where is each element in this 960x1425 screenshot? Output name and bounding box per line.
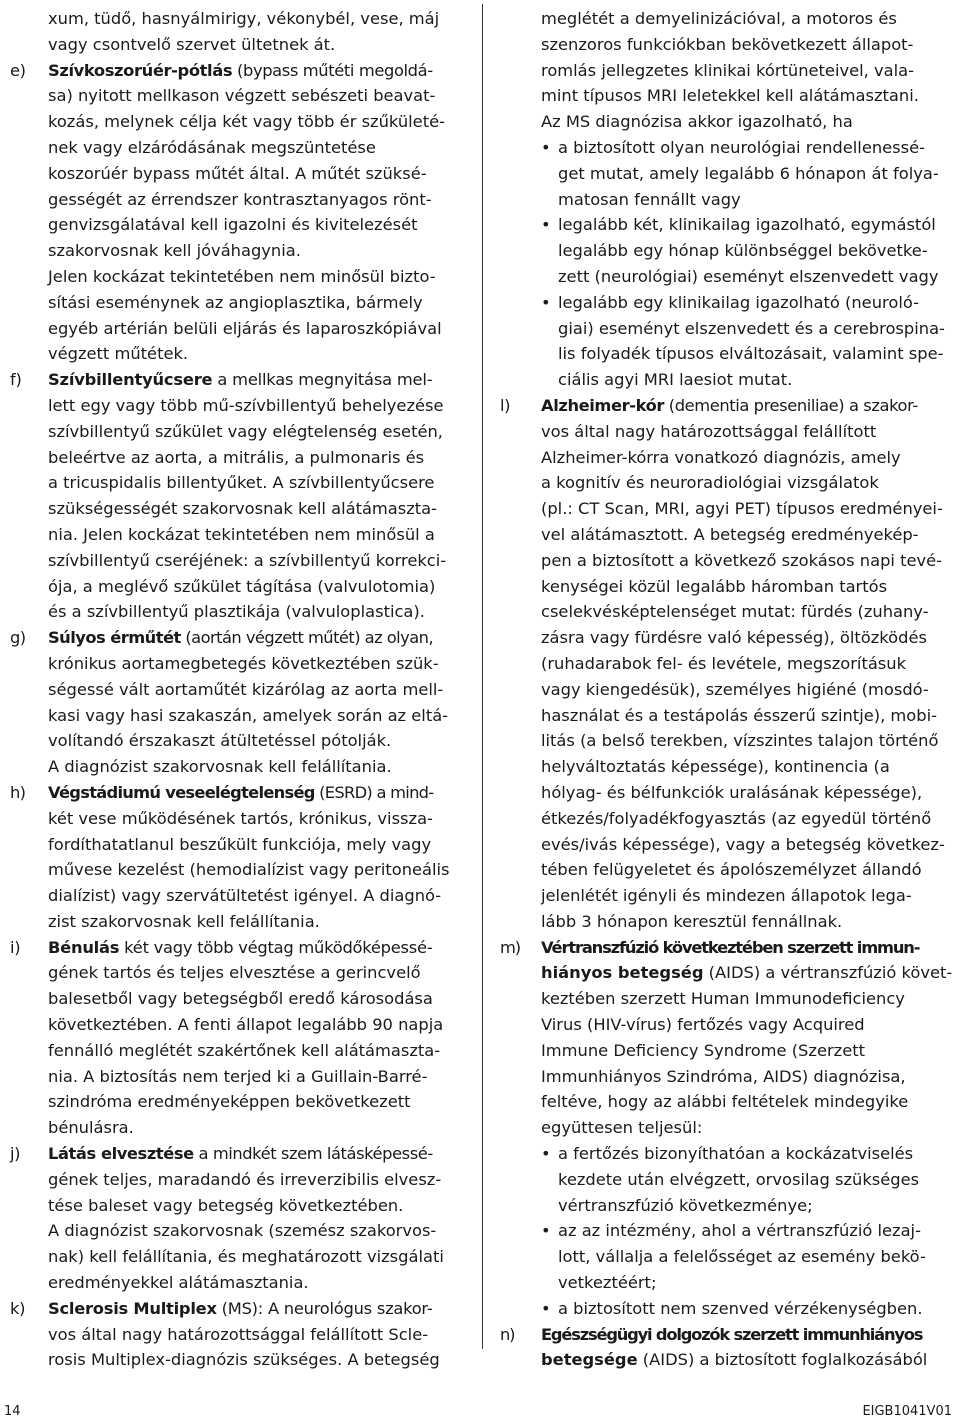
document-code: EIGB1041V01	[862, 1404, 952, 1419]
text-line: legalább egy klinikailag igazolható (neuroló-	[558, 292, 919, 312]
text-line: vel alátámasztott. A betegség eredményekép-	[541, 524, 919, 544]
definition-item-e	[10, 58, 470, 368]
definition-item-f	[10, 367, 470, 625]
text-line: fennálló meglétét szakértőnek kell alátámaszta-	[48, 1040, 441, 1060]
text-line: étkezés/folyadékfogyasztás (az egyedül történő	[541, 808, 932, 828]
text-line: a biztosított nem szenved vérzékenységben.	[558, 1298, 923, 1318]
text-line: (AIDS) a vértranszfúzió követ-	[703, 963, 953, 983]
bullet-item	[541, 135, 958, 212]
column-divider	[482, 4, 483, 1349]
text-line: jelenlétét igényli és mindezen állapotok lega-	[541, 886, 912, 906]
bullet-item	[541, 290, 958, 393]
definition-item-k	[10, 1296, 470, 1373]
item-label: j)	[10, 1144, 21, 1164]
text-line: Jelen kockázat tekintetében nem minősül bizto-	[48, 266, 436, 286]
item-term: Vértranszfúzió következtében szerzett immun-	[541, 937, 920, 957]
text-line: krónikus aortamegbetegés következtében szük-	[48, 653, 439, 673]
text-line: tében felügyeletet és ápolószemélyzet állandó	[541, 860, 922, 880]
bullet-item	[541, 1296, 958, 1322]
bullet-icon: •	[541, 1221, 551, 1241]
text-line: kozás, melynek célja két vagy több ér szűkületé-	[48, 112, 445, 132]
text-line: sa) nyitott mellkason végzett sebészeti beavat-	[48, 86, 436, 106]
right-column	[500, 6, 958, 1373]
text-line: evés/ivás képessége), vagy a betegség következ-	[541, 834, 945, 854]
definition-first-line	[10, 935, 470, 961]
text-line: rosis Multiplex-diagnózis szükséges. A betegség	[48, 1350, 440, 1370]
text-line: (AIDS) a biztosított foglalkozásából	[637, 1350, 928, 1370]
definition-first-line	[10, 1141, 470, 1167]
text-line: vos által nagy határozottsággal felállított Scle-	[48, 1324, 429, 1344]
text-line: eredményekkel alátámasztania.	[48, 1273, 309, 1293]
text-line: meglétét a demyelinizációval, a motoros és	[541, 9, 897, 28]
text-line: lott, vállalja a felelősséget az esemény bekö-	[558, 1247, 926, 1267]
text-line: litás (a belső terekben, vízszintes talajon történő	[541, 731, 939, 751]
bullet-item	[541, 1141, 958, 1218]
text-line: két vese működésének tartós, krónikus, vissza-	[48, 808, 433, 828]
text-line: genvizsgálatával kell igazolni és kivitelezését	[48, 215, 418, 235]
definition-second-line	[541, 1347, 958, 1373]
text-line: balesetből vagy betegségből eredő károsodása	[48, 989, 433, 1009]
text-line: a biztosított olyan neurológiai rendellenessé-	[558, 137, 926, 157]
text-line: az az intézmény, ahol a vértranszfúzió lezaj-	[558, 1221, 921, 1241]
text-line: hólyag- és bélfunkciók uralásának képessége),	[541, 782, 923, 802]
bullet-item	[541, 1218, 958, 1295]
text-line: (ESRD) a mind-	[314, 782, 434, 802]
item-term: Bénulás	[48, 937, 120, 957]
text-line: beleértve az aorta, a mitrális, a pulmonaris és	[48, 447, 425, 467]
definition-first-line	[10, 1296, 470, 1322]
bullet-icon: •	[541, 1298, 551, 1318]
text-line: lis folyadék típusos elváltozásait, valamint spe-	[558, 344, 944, 364]
text-line: vagy csontvelő szervet ültetnek át.	[48, 34, 336, 54]
text-line: zist szakorvosnak kell felállítania.	[48, 911, 320, 931]
text-line: Virus (HIV-vírus) fertőzés vagy Acquired	[541, 1015, 865, 1035]
item-label: e)	[10, 60, 26, 80]
item-label: g)	[10, 628, 26, 648]
item-label: n)	[500, 1324, 515, 1344]
definition-item-j	[10, 1141, 470, 1296]
item-label: f)	[10, 370, 22, 390]
page-number: 14	[4, 1404, 21, 1419]
text-line: sítási eseménynek az angioplasztika, bármely	[48, 292, 423, 312]
text-line: szakorvosnak kell jóváhagynia.	[48, 241, 301, 261]
text-line: a kognitív és neuroradiológiai vizsgálatok	[541, 473, 879, 493]
text-line: tése baleset vagy betegség következtében.	[48, 1195, 404, 1215]
text-line: szívbillentyű cseréjének: a szívbillentyű korrekci-	[48, 550, 447, 570]
text-line: és a szívbillentyű plasztikája (valvuloplastica).	[48, 602, 425, 622]
bullet-icon: •	[541, 215, 551, 235]
text-line: zásra vagy fürdésre való képesség), öltözködés	[541, 628, 927, 648]
text-line: Immune Deficiency Syndrome (Szerzett	[541, 1040, 865, 1060]
text-line: (MS): A neurológus szakor-	[216, 1298, 433, 1318]
definition-item-n	[500, 1322, 958, 1374]
text-line: dialízist) vagy szervátültetést igényel. A diagnó-	[48, 886, 442, 906]
definition-first-line	[10, 58, 470, 84]
left-column	[10, 6, 470, 1373]
item-term: Egészségügyi dolgozók szerzett immunhiányos	[541, 1324, 923, 1344]
text-line: együttesen teljesül:	[541, 1118, 703, 1138]
definition-first-line	[10, 367, 470, 393]
text-line: get mutat, amely legalább 6 hónapon át folya-	[558, 163, 939, 183]
item-term: Végstádiumú veseelégtelenség	[48, 782, 315, 802]
text-line: mint típusos MRI leletekkel kell alátámasztani.	[541, 86, 919, 106]
text-line: kasi vagy hasi szakaszán, amelyek során az eltá-	[48, 705, 449, 725]
text-line: kezdete után elvégzett, orvosilag szükséges	[558, 1169, 920, 1189]
definition-first-line	[500, 1322, 958, 1348]
text-line: vagy kiengedésük), személyes higiéné (mosdó-	[541, 679, 929, 699]
text-line: nia. Jelen kockázat tekintetében nem minősül a	[48, 524, 435, 544]
text-line: gességét az érrendszer kontrasztanyagos rönt-	[48, 189, 432, 209]
text-line: szükségességét szakorvosnak kell alátámaszta-	[48, 499, 438, 519]
item-term: betegsége	[541, 1350, 638, 1370]
text-line: a tricuspidalis billentyűket. A szívbillentyűcsere	[48, 473, 435, 493]
text-line: xum, tüdő, hasnyálmirigy, vékonybél, vese, máj	[48, 9, 440, 28]
text-line: legalább egy hónap különbséggel bekövetke-	[558, 241, 928, 261]
text-line: egyéb artérián belüli eljárás és laparoszkópiával	[48, 318, 442, 338]
text-line: nak) kell felállítania, és meghatározott vizsgálati	[48, 1247, 444, 1267]
text-line: gének tartós és teljes elvesztése a gerincvelő	[48, 963, 421, 983]
text-line: keztében szerzett Human Immunodeficiency	[541, 989, 905, 1009]
text-line: giai) eseményt elszenvedett és a cerebrospina-	[558, 318, 945, 338]
bullet-icon: •	[541, 292, 551, 312]
text-line: következtében. A fenti állapot legalább 90 napja	[48, 1015, 444, 1035]
item-term: hiányos betegség	[541, 963, 704, 983]
text-line: legalább két, klinikailag igazolható, egymástól	[558, 215, 936, 235]
item-label: k)	[10, 1298, 26, 1318]
text-line: nia. A biztosítás nem terjed ki a Guillain-Barré-	[48, 1066, 428, 1086]
bullet-icon: •	[541, 137, 551, 157]
definition-item-g	[10, 625, 470, 780]
text-line: ségessé vált aortaműtét kizárólag az aorta mell-	[48, 679, 444, 699]
item-term: Alzheimer-kór	[541, 395, 664, 415]
text-line: vértranszfúzió következménye;	[558, 1195, 813, 1215]
text-line: vos által nagy határozottsággal felállított	[541, 421, 877, 441]
item-term: Látás elvesztése	[48, 1144, 194, 1164]
item-label: h)	[10, 782, 26, 802]
definition-item-m	[500, 935, 958, 1322]
bullet-item	[541, 212, 958, 289]
text-line: A diagnózist szakorvosnak kell felállítania.	[48, 757, 392, 777]
text-line: pen a biztosított a következő szokásos napi tevé-	[541, 550, 943, 570]
item-term: Szívbillentyűcsere	[48, 370, 213, 390]
text-line: használat és a testápolás ésszerű szintje), mobi-	[541, 705, 937, 725]
text-line: helyváltoztatás képessége), kontinencia (a	[541, 757, 890, 777]
text-line: két vagy több végtag működőképessé-	[119, 937, 433, 957]
text-line: művese kezelést (hemodialízist vagy peritoneális	[48, 860, 450, 880]
text-line: Az MS diagnózisa akkor igazolható, ha	[541, 112, 853, 132]
item-term: Szívkoszorúér-pótlás	[48, 60, 233, 80]
item-label: i)	[10, 937, 21, 957]
text-line: bénulásra.	[48, 1118, 134, 1138]
text-line: (ruhadarabok fel- és levétele, megszorításuk	[541, 653, 907, 673]
text-line: (dementia preseniliae) a szakor-	[664, 395, 918, 415]
definition-first-line	[10, 780, 470, 806]
text-line: kenységei közül legalább háromban tartós	[541, 576, 888, 596]
text-line: ciális agyi MRI laesiot mutat.	[558, 370, 793, 390]
item-term: Súlyos érműtét	[48, 628, 181, 648]
text-line: (bypass műtéti megoldá-	[232, 60, 433, 80]
text-line: nek vagy elzáródásának megszüntetése	[48, 137, 376, 157]
text-line: a fertőzés bizonyíthatóan a kockázatviselés	[558, 1144, 914, 1164]
text-line: feltéve, hogy az alábbi feltételek mindegyike	[541, 1092, 909, 1112]
text-line: romlás jellegzetes klinikai kórtüneteivel, vala-	[541, 60, 914, 80]
bullet-icon: •	[541, 1144, 551, 1164]
definition-second-line	[541, 960, 958, 986]
text-line: (pl.: CT Scan, MRI, agyi PET) típusos eredményei-	[541, 499, 943, 519]
text-line: A diagnózist szakorvosnak (szemész szakorvos-	[48, 1221, 437, 1241]
text-line: cselekvésképtelenséget mutat: fürdés (zuhany-	[541, 602, 929, 622]
text-line: a mindkét szem látásképessé-	[193, 1144, 433, 1164]
definition-item-l	[500, 393, 958, 935]
text-line: koszorúér bypass műtét által. A műtét szüksé-	[48, 163, 427, 183]
item-label: m)	[500, 937, 520, 957]
text-line: szenzoros funkciókban bekövetkezett állapot-	[541, 34, 914, 54]
text-line: végzett műtétek.	[48, 344, 189, 364]
text-line: szívbillentyű szűkület vagy elégtelenség esetén,	[48, 421, 443, 441]
definition-item-h	[10, 780, 470, 935]
text-line: lább 3 hónapon keresztül fennállnak.	[541, 911, 843, 931]
text-line: fordíthatatlanul beszűkült funkciója, mely vagy	[48, 834, 432, 854]
item-term: Sclerosis Multiplex	[48, 1298, 217, 1318]
text-line: szindróma eredményeképpen bekövetkezett	[48, 1092, 411, 1112]
text-line: zett (neurológiai) eseményt elszenvedett vagy	[558, 266, 939, 286]
definition-first-line	[500, 393, 958, 419]
text-line: gének teljes, maradandó és irreverzibilis elvesz-	[48, 1169, 442, 1189]
definition-item-i	[10, 935, 470, 1141]
item-label: l)	[500, 395, 511, 415]
text-line: a mellkas megnyitása mel-	[212, 370, 433, 390]
text-line: vetkeztéért;	[558, 1273, 657, 1293]
text-line: lett egy vagy több mű-szívbillentyű behelyezése	[48, 395, 444, 415]
definition-first-line	[10, 625, 470, 651]
text-line: Immunhiányos Szindróma, AIDS) diagnózisa,	[541, 1066, 906, 1086]
text-line: Alzheimer-kórra vonatkozó diagnózis, amely	[541, 447, 901, 467]
text-line: (aortán végzett műtét) az olyan,	[180, 628, 434, 648]
text-line: ója, a meglévő szűkület tágítása (valvulotomia)	[48, 576, 436, 596]
definition-first-line	[500, 935, 958, 961]
text-line: volítandó érszakaszt átültetéssel pótolják.	[48, 731, 392, 751]
text-line: matosan fennállt vagy	[558, 189, 741, 209]
ms-continuation	[500, 6, 958, 393]
